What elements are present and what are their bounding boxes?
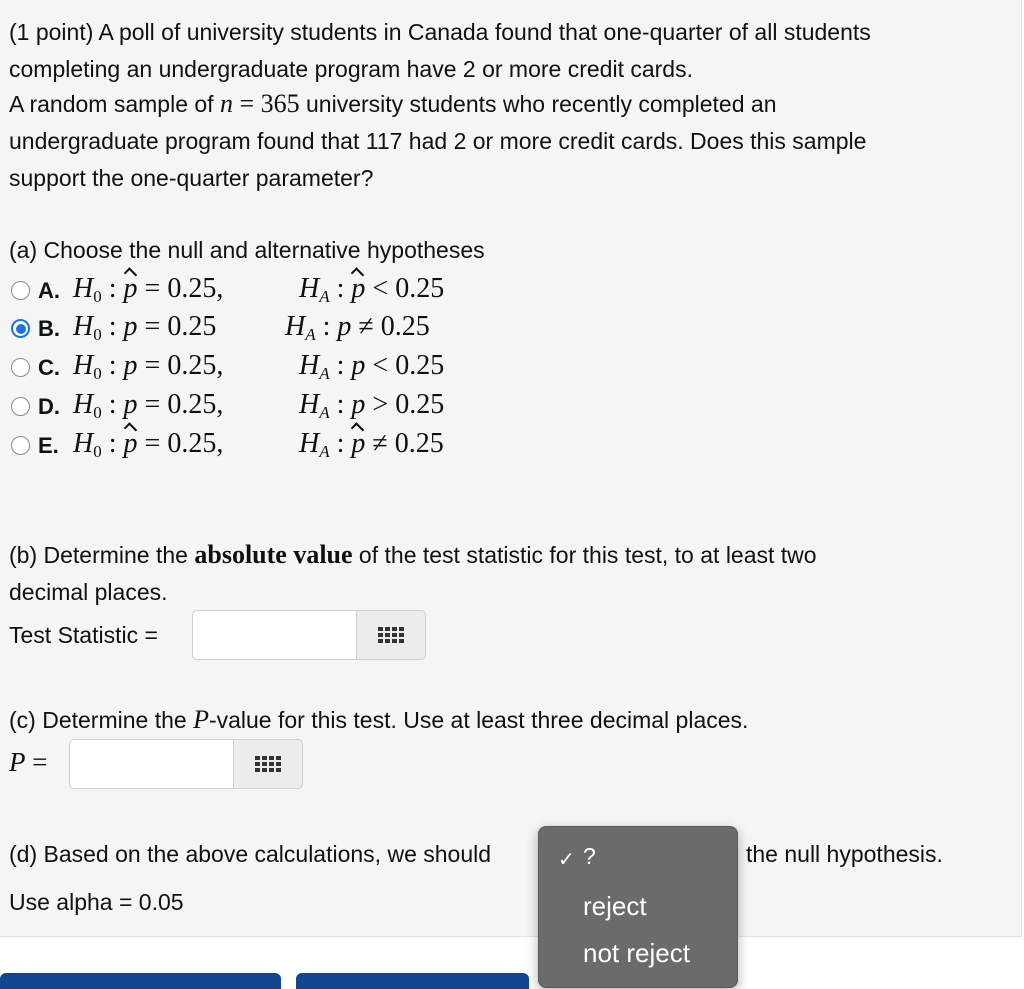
option-d-letter: D. [38,394,60,419]
question-line-3-pre: A random sample of [9,91,220,117]
option-d-null-value: 0.25, [167,389,224,420]
question-line-3-post: university students who recently completed an [299,91,777,117]
p-value-label-var: P [9,747,26,777]
option-a-null-value: 0.25, [167,273,224,304]
p-value-input[interactable] [69,739,233,789]
radio-option-d[interactable] [11,397,30,416]
question-line-1: (1 point) A poll of university students in Canada found that one-quarter of all students [9,19,871,45]
alpha-note: Use alpha = 0.05 [9,889,184,915]
dropdown-option-not-reject[interactable]: not reject [583,938,690,968]
test-statistic-keypad-button[interactable] [356,610,426,660]
test-statistic-field [192,610,426,660]
question-line-5: support the one-quarter parameter? [9,165,374,191]
option-e-alt-value: 0.25 [394,428,444,459]
option-c-null-value: 0.25, [167,350,224,381]
part-c-prompt [9,706,748,734]
secondary-button[interactable] [296,973,529,989]
option-c-alt-rel: < [372,350,389,381]
checkmark-icon: ✓ [558,849,575,871]
radio-option-e[interactable] [11,436,30,455]
option-c-alt: $H_A$ : p < 0.25 [299,350,445,383]
radio-option-b[interactable] [11,319,30,338]
option-a-alt-value: 0.25 [395,273,445,304]
radio-option-a[interactable] [11,281,30,300]
decision-dropdown-menu[interactable] [538,826,738,988]
keypad-icon [255,756,281,772]
option-e-alt: $H_A$ : p ≠ 0.25 [299,428,444,461]
part-c-post: -value for this test. Use at least three decimal places. [208,707,749,733]
option-b-alt-value: 0.25 [380,311,430,342]
part-d-prompt: (d) Based on the above calculations, we should [9,841,492,867]
sample-size-value: = 365 [232,89,300,118]
option-e[interactable] [9,427,609,463]
dropdown-option-reject[interactable]: reject [583,891,647,921]
part-c-pre: (c) Determine the [9,707,194,733]
sample-size-var: n [219,89,233,118]
option-e-letter: E. [38,433,59,458]
part-d-post: the null hypothesis. [746,841,943,867]
option-e-null-value: 0.25, [167,428,224,459]
option-d-alt: $H_A$ : p > 0.25 [299,389,445,422]
option-b[interactable] [9,310,609,346]
dropdown-option-current[interactable]: ? [583,843,596,869]
option-c-null: $H_0$ : p = 0.25, [73,350,224,383]
option-d[interactable] [9,388,609,424]
option-c[interactable] [9,349,609,385]
option-a-alt-rel: < [372,273,389,304]
option-a-alt: $H_A$ : p < 0.25 [299,273,445,306]
option-d-alt-value: 0.25 [395,389,445,420]
option-d-null: $H_0$ : p = 0.25, [73,389,224,422]
question-line-4: undergraduate program found that 117 had 2 or more credit cards. Does this sample [9,128,867,154]
part-b-pre: (b) Determine the [9,542,195,568]
part-b-post: of the test statistic for this test, to at least two [352,542,817,568]
part-b-line-2: decimal places. [9,579,168,605]
part-b-bold: absolute value [194,540,353,569]
p-value-keypad-button[interactable] [233,739,303,789]
part-c-var: P [193,705,209,734]
option-b-null: $H_0$ : p = 0.25 [73,311,217,344]
test-statistic-input[interactable] [192,610,356,660]
part-a-prompt: (a) Choose the null and alternative hypotheses [9,237,485,263]
option-b-null-value: 0.25 [167,311,217,342]
option-e-alt-rel: ≠ [372,428,388,459]
radio-option-c[interactable] [11,358,30,377]
option-c-alt-value: 0.25 [395,350,445,381]
p-value-label [9,748,47,776]
test-statistic-label: Test Statistic = [9,622,158,648]
option-b-alt-rel: ≠ [358,311,374,342]
question-line-2: completing an undergraduate program have 2 or more credit cards. [9,56,693,82]
p-value-label-eq: = [25,747,48,777]
option-a[interactable] [9,272,609,308]
option-b-letter: B. [38,316,60,341]
submit-button[interactable] [0,973,281,989]
option-e-null: $H_0$ : p = 0.25, [73,428,224,461]
option-a-null: $H_0$ : p = 0.25, [73,273,224,306]
p-value-field [69,739,303,789]
keypad-icon [378,627,404,643]
question-line-3 [9,90,776,118]
option-d-alt-rel: > [372,389,389,420]
option-a-letter: A. [38,278,60,303]
option-c-letter: C. [38,355,60,380]
part-b-line-1 [9,541,817,569]
option-b-alt: $H_A$ : p ≠ 0.25 [285,311,430,344]
